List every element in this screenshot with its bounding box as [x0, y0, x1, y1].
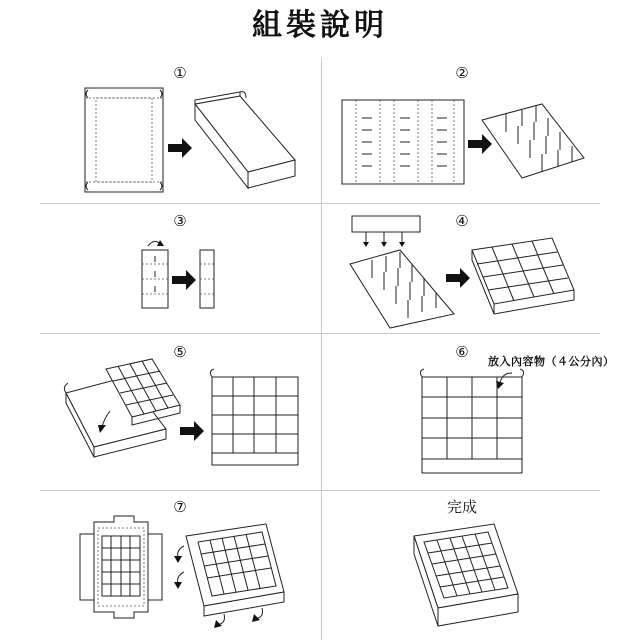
step-4-illustration	[322, 210, 602, 350]
step-1-number: ①	[173, 64, 187, 82]
step-5-arrow	[180, 421, 204, 441]
step-6-panel	[322, 341, 615, 481]
step-done-label: 完成	[446, 498, 477, 516]
step-7-panel	[40, 496, 320, 636]
step-2-number: ②	[455, 64, 469, 82]
step-8-panel	[322, 496, 602, 636]
step-7-illustration	[40, 496, 320, 636]
row-divider-3	[40, 490, 600, 491]
step-2-panel	[322, 62, 602, 202]
step-1-panel	[40, 62, 320, 202]
step-5-panel	[40, 341, 320, 481]
step-1-illustration	[40, 62, 320, 202]
step-1-arrow	[168, 138, 192, 158]
step-6-number: ⑥	[455, 343, 469, 361]
step-2-illustration	[322, 62, 602, 202]
step-3-arrow	[172, 270, 196, 290]
step-8-illustration	[322, 496, 602, 636]
step-6-note: 放入內容物（４公分內）	[488, 355, 615, 368]
row-divider-1	[40, 203, 600, 204]
step-5-illustration	[40, 341, 320, 481]
step-3-illustration	[40, 210, 320, 350]
step-4-number: ④	[455, 212, 469, 230]
step-4-panel	[322, 210, 602, 350]
step-4-arrow	[446, 268, 470, 288]
step-5-number: ⑤	[173, 343, 187, 361]
step-7-number: ⑦	[173, 498, 187, 516]
page-title: 組裝說明	[252, 8, 388, 43]
step-2-arrow	[468, 134, 492, 154]
step-3-number: ③	[173, 212, 187, 230]
step-3-panel	[40, 210, 320, 350]
